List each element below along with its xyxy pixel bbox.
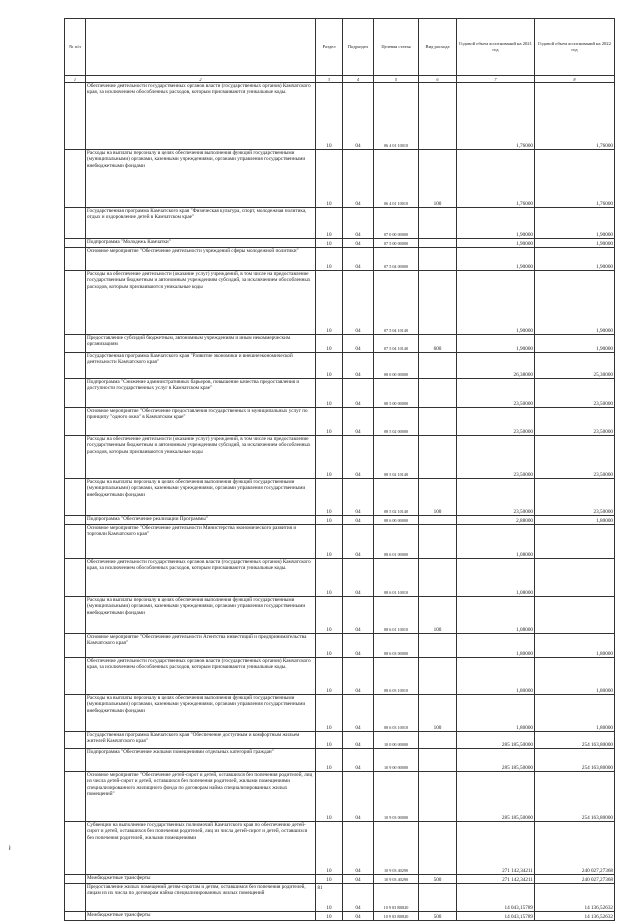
row-amount-2022 [535, 525, 615, 559]
row-expense-type [419, 658, 457, 695]
row-name: Межбюджетные трансферты [86, 875, 316, 884]
row-target-article: 07 0 00 00000 [374, 208, 419, 239]
row-number [65, 271, 86, 335]
row-amount-2022: 1,80000 [535, 634, 615, 658]
row-razdel: 10 [316, 884, 343, 912]
table-row [65, 436, 615, 479]
row-razdel: 10 [316, 436, 343, 479]
row-amount-2022: 254 163,80000 [535, 772, 615, 822]
row-razdel: 10 [316, 875, 343, 884]
table-row [65, 335, 615, 353]
row-razdel: 10 [316, 559, 343, 597]
row-razdel: 10 [316, 83, 343, 150]
row-name: Подпрограмма "Обеспечение жилыми помещениями отдельных категорий граждан" [86, 749, 316, 772]
row-razdel: 10 [316, 695, 343, 732]
row-name: Основное мероприятие "Обеспечение предоставления государственных и муниципальных услуг по принципу "одного окна" в Камчатском крае" [86, 408, 316, 436]
row-podrazdel: 04 [343, 83, 374, 150]
row-expense-type: 100 [419, 695, 457, 732]
row-name: Расходы на обеспечение деятельности (оказание услуг) учреждений, в том числе на предоставление государственным бюджетным и автономным учреждениям субсидий, за исключением обособленных расходов, которым присваиваются уникальные коды [86, 271, 316, 335]
row-number [65, 379, 86, 408]
row-expense-type [419, 248, 457, 271]
row-razdel: 10 [316, 912, 343, 921]
row-number [65, 525, 86, 559]
row-razdel: 10 [316, 271, 343, 335]
row-amount-2021: 285 185,50000 [457, 772, 535, 822]
budget-table [64, 18, 615, 921]
row-target-article: 07 5 04 10140 [374, 271, 419, 335]
table-row [65, 749, 615, 772]
row-amount-2021: 1,90000 [457, 248, 535, 271]
row-razdel: 10 [316, 353, 343, 379]
row-podrazdel: 04 [343, 208, 374, 239]
row-podrazdel: 04 [343, 436, 374, 479]
row-name: Расходы на выплаты персоналу в целях обеспечения выполнения функций государственными (муниципальными) органами, казенными учреждениями, органами управления государственными внебюджетными фондами [86, 150, 316, 208]
row-expense-type [419, 83, 457, 150]
row-razdel: 10 [316, 150, 343, 208]
row-amount-2021: 23,50000 [457, 408, 535, 436]
margin-mark: ł [9, 846, 11, 852]
table-row [65, 525, 615, 559]
row-target-article: 08 5 02 00000 [374, 408, 419, 436]
table-row [65, 408, 615, 436]
row-amount-2021: 14 043,15789 [457, 884, 535, 912]
row-podrazdel: 04 [343, 749, 374, 772]
row-amount-2022: 1,80000 [535, 658, 615, 695]
row-name: Подпрограмма "Снижение административных барьеров, повышение качества предоставления и доступности государственных услуг в Камчатском крае" [86, 379, 316, 408]
row-podrazdel: 04 [343, 772, 374, 822]
header-amount-2021: Годовой объем ассигнований на 2021 год [457, 19, 535, 76]
row-podrazdel: 04 [343, 479, 374, 516]
table-body [65, 83, 615, 921]
row-amount-2022 [535, 559, 615, 597]
table-row [65, 239, 615, 248]
row-expense-type [419, 408, 457, 436]
row-expense-type [419, 379, 457, 408]
table-row [65, 248, 615, 271]
row-razdel: 10 [316, 525, 343, 559]
row-number [65, 695, 86, 732]
row-target-article: 08 6 03 00000 [374, 634, 419, 658]
row-number [65, 749, 86, 772]
header-name [86, 19, 316, 76]
column-number: 6 [419, 76, 457, 83]
header-podrazdel: Подраздел [343, 19, 374, 76]
row-amount-2022: 1,76000 [535, 83, 615, 150]
row-amount-2021: 1,08000 [457, 559, 535, 597]
row-expense-type: 100 [419, 597, 457, 634]
header-number: № п/п [65, 19, 86, 76]
row-amount-2022: 1,90000 [535, 248, 615, 271]
table-header-row [65, 19, 615, 76]
row-name: Расходы на выплаты персоналу в целях обеспечения выполнения функций государственными (муниципальными) органами, казенными учреждениями, органами управления государственными внебюджетными фондами [86, 597, 316, 634]
row-razdel: 10 [316, 749, 343, 772]
row-razdel: 10 [316, 516, 343, 525]
row-podrazdel: 04 [343, 271, 374, 335]
row-number [65, 634, 86, 658]
page-number: 81 [317, 886, 323, 891]
row-expense-type [419, 208, 457, 239]
row-number [65, 408, 86, 436]
row-name: Предоставление субсидий бюджетным, автономным учреждениям и иным некоммерческим организациям [86, 335, 316, 353]
row-amount-2021: 1,76000 [457, 150, 535, 208]
header-amount-2022: Годовой объем ассигнований на 2022 год [535, 19, 615, 76]
row-razdel: 10 [316, 248, 343, 271]
row-expense-type [419, 772, 457, 822]
row-amount-2021: 23,50000 [457, 436, 535, 479]
row-amount-2022: 23,50000 [535, 479, 615, 516]
row-name: Государственная программа Камчатского края "Физическая культура, спорт, молодежная политика, отдых и оздоровление детей в Камчатском крае" [86, 208, 316, 239]
row-razdel: 10 [316, 634, 343, 658]
row-name: Обеспечение деятельности государственных органов власти (государственных органов) Камчатского края, за исключением обособленных расходов, которым присваиваются уникальные коды. [86, 658, 316, 695]
row-podrazdel: 04 [343, 597, 374, 634]
row-amount-2021: 1,80000 [457, 695, 535, 732]
table-row [65, 271, 615, 335]
row-name: Предоставление жилых помещений детям-сиротам и детям, оставшимся без попечения родителей, лицам из их числа по договорам найма специализированных жилых помещений [86, 884, 316, 912]
row-podrazdel: 04 [343, 379, 374, 408]
row-amount-2022: 1,90000 [535, 335, 615, 353]
row-razdel: 10 [316, 822, 343, 875]
row-razdel: 10 [316, 772, 343, 822]
row-amount-2022: 25,30000 [535, 353, 615, 379]
table-row [65, 695, 615, 732]
row-target-article: 07 5 04 00000 [374, 248, 419, 271]
row-amount-2022: 23,50000 [535, 436, 615, 479]
row-podrazdel: 04 [343, 822, 374, 875]
row-target-article: 06 4 01 10010 [374, 83, 419, 150]
row-podrazdel: 04 [343, 353, 374, 379]
row-target-article: 08 6 01 10010 [374, 559, 419, 597]
column-number: 5 [374, 76, 419, 83]
row-amount-2022: 1,76000 [535, 150, 615, 208]
row-expense-type: 100 [419, 150, 457, 208]
row-number [65, 479, 86, 516]
row-razdel: 10 [316, 732, 343, 749]
row-number [65, 875, 86, 884]
row-amount-2022: 14 136,52632 [535, 912, 615, 921]
row-razdel: 10 [316, 379, 343, 408]
row-expense-type [419, 525, 457, 559]
row-amount-2022: 254 163,80000 [535, 732, 615, 749]
row-amount-2021: 1,90000 [457, 335, 535, 353]
row-amount-2022: 254 163,80000 [535, 749, 615, 772]
row-expense-type [419, 749, 457, 772]
row-amount-2021: 1,90000 [457, 239, 535, 248]
row-name: Подпрограмма "Молодежь Камчатки" [86, 239, 316, 248]
row-podrazdel: 04 [343, 516, 374, 525]
row-target-article: 07 5 04 10140 [374, 335, 419, 353]
row-amount-2021: 1,90000 [457, 271, 535, 335]
row-podrazdel: 04 [343, 732, 374, 749]
row-podrazdel: 04 [343, 912, 374, 921]
row-number [65, 772, 86, 822]
row-name: Расходы на выплаты персоналу в целях обеспечения выполнения функций государственными (муниципальными) органами, казенными учреждениями, органами управления государственными внебюджетными фондами [86, 479, 316, 516]
row-amount-2021: 1,08000 [457, 525, 535, 559]
row-razdel: 10 [316, 335, 343, 353]
header-expense-type: Вид расхода [419, 19, 457, 76]
row-podrazdel: 04 [343, 634, 374, 658]
row-amount-2022: 1,80000 [535, 695, 615, 732]
table-row [65, 634, 615, 658]
row-amount-2021: 23,50000 [457, 479, 535, 516]
row-number [65, 239, 86, 248]
row-podrazdel: 04 [343, 248, 374, 271]
row-expense-type [419, 436, 457, 479]
table-row [65, 732, 615, 749]
row-amount-2021: 2,88000 [457, 516, 535, 525]
row-number [65, 150, 86, 208]
row-expense-type [419, 353, 457, 379]
table-row [65, 83, 615, 150]
row-name: Субвенции на выполнение государственных полномочий Камчатского края по обеспечению детей-сирот и детей, оставшихся без попечения родителей, лиц из числа детей-сирот и детей, оставшихся без попечения родителей, жилыми помещениями [86, 822, 316, 875]
table-row [65, 559, 615, 597]
row-amount-2022 [535, 597, 615, 634]
row-target-article: 08 5 02 10140 [374, 479, 419, 516]
row-amount-2022: 23,50000 [535, 408, 615, 436]
row-name: Расходы на выплаты персоналу в целях обеспечения выполнения функций государственными (муниципальными) органами, казенными учреждениями, органами управления государственными внебюджетными фондами [86, 695, 316, 732]
row-amount-2021: 271 142,34211 [457, 822, 535, 875]
row-number [65, 822, 86, 875]
row-name: Основное мероприятие "Обеспечение деятельности Агентства инвестиций и предпринимательства Камчатского края" [86, 634, 316, 658]
row-amount-2021: 285 185,50000 [457, 732, 535, 749]
row-number [65, 559, 86, 597]
row-target-article: 10 9 00 00000 [374, 749, 419, 772]
row-name: Государственная программа Камчатского края "Развитие экономики и внешнеэкономической деятельности Камчатского края" [86, 353, 316, 379]
row-target-article: 08 5 02 10140 [374, 436, 419, 479]
row-podrazdel: 04 [343, 658, 374, 695]
row-podrazdel: 04 [343, 150, 374, 208]
row-target-article: 10 9 03 40290 [374, 875, 419, 884]
row-expense-type [419, 732, 457, 749]
row-amount-2021: 23,50000 [457, 379, 535, 408]
row-target-article: 07 5 00 00000 [374, 239, 419, 248]
row-podrazdel: 04 [343, 875, 374, 884]
row-amount-2021: 1,80000 [457, 634, 535, 658]
row-podrazdel: 04 [343, 239, 374, 248]
row-target-article: 06 4 01 10010 [374, 150, 419, 208]
row-expense-type [419, 559, 457, 597]
table-row [65, 658, 615, 695]
row-expense-type [419, 516, 457, 525]
column-number: 1 [65, 76, 86, 83]
row-podrazdel: 04 [343, 408, 374, 436]
row-number [65, 516, 86, 525]
row-amount-2022: 1,90000 [535, 208, 615, 239]
row-target-article: 10 9 03 40290 [374, 822, 419, 875]
header-target-article: Целевая статья [374, 19, 419, 76]
column-number: 2 [86, 76, 316, 83]
row-target-article: 10 9 03 R0820 [374, 884, 419, 912]
row-expense-type [419, 634, 457, 658]
column-number: 4 [343, 76, 374, 83]
row-target-article: 08 6 03 10010 [374, 695, 419, 732]
row-name: Государственная программа Камчатского края "Обеспечение доступным и комфортным жильем жителей Камчатского края" [86, 732, 316, 749]
row-podrazdel: 04 [343, 884, 374, 912]
row-expense-type: 500 [419, 912, 457, 921]
table-row [65, 516, 615, 525]
row-number [65, 732, 86, 749]
row-number [65, 335, 86, 353]
row-razdel: 10 [316, 408, 343, 436]
row-target-article: 10 0 00 00000 [374, 732, 419, 749]
row-amount-2022: 240 027,27368 [535, 822, 615, 875]
row-number [65, 248, 86, 271]
table-row [65, 150, 615, 208]
row-name: Обеспечение деятельности государственных органов власти (государственных органов) Камчатского края, за исключением обособленных расходов, которым присваиваются уникальные коды. [86, 83, 316, 150]
row-podrazdel: 04 [343, 335, 374, 353]
column-number: 8 [535, 76, 615, 83]
row-number [65, 208, 86, 239]
row-amount-2021: 26,38000 [457, 353, 535, 379]
row-amount-2021: 14 043,15789 [457, 912, 535, 921]
header-razdel: Раздел [316, 19, 343, 76]
row-name: Расходы на обеспечение деятельности (оказание услуг) учреждений, в том числе на предоставление государственным бюджетным и автономным учреждениям субсидий, за исключением обособленных расходов, которым присваиваются уникальные коды [86, 436, 316, 479]
table-row [65, 208, 615, 239]
row-expense-type: 500 [419, 875, 457, 884]
row-target-article: 10 9 03 00000 [374, 772, 419, 822]
row-name: Основное мероприятие "Обеспечение детей-сирот и детей, оставшихся без попечения родителей, лиц из числа детей-сирот и детей, оставшихся без попечения родителей, жилыми помещениями специализированного жилищного фонда по договорам найма специализированных жилых помещений" [86, 772, 316, 822]
table-row [65, 353, 615, 379]
row-expense-type: 100 [419, 479, 457, 516]
row-razdel: 10 [316, 479, 343, 516]
row-name: Обеспечение деятельности государственных органов власти (государственных органов) Камчатского края, за исключением обособленных расходов, которым присваиваются уникальные коды. [86, 559, 316, 597]
row-target-article: 08 6 01 10010 [374, 597, 419, 634]
row-podrazdel: 04 [343, 525, 374, 559]
row-razdel: 10 [316, 658, 343, 695]
column-number: 3 [316, 76, 343, 83]
row-name: Основное мероприятие "Обеспечение деятельности учреждений сферы молодежной политики" [86, 248, 316, 271]
table-row [65, 772, 615, 822]
row-expense-type: 600 [419, 335, 457, 353]
row-target-article: 08 6 01 00000 [374, 525, 419, 559]
row-amount-2022: 1,80000 [535, 516, 615, 525]
row-target-article: 08 6 00 00000 [374, 516, 419, 525]
row-number [65, 436, 86, 479]
row-name: Основное мероприятие "Обеспечение деятельности Министерства экономического развития и торговли Камчатского края" [86, 525, 316, 559]
row-amount-2022: 240 027,27368 [535, 875, 615, 884]
table-row [65, 379, 615, 408]
table-row [65, 875, 615, 884]
row-amount-2022: 1,90000 [535, 239, 615, 248]
row-amount-2021: 1,08000 [457, 597, 535, 634]
row-number [65, 912, 86, 921]
row-expense-type [419, 822, 457, 875]
row-amount-2022: 14 136,52632 [535, 884, 615, 912]
row-amount-2021: 285 185,50000 [457, 749, 535, 772]
table-row [65, 479, 615, 516]
row-number [65, 597, 86, 634]
row-podrazdel: 04 [343, 695, 374, 732]
row-target-article: 08 6 03 10010 [374, 658, 419, 695]
row-target-article: 08 0 00 00000 [374, 353, 419, 379]
row-number [65, 83, 86, 150]
row-expense-type [419, 271, 457, 335]
column-number-row [65, 76, 615, 83]
row-amount-2022: 23,50000 [535, 379, 615, 408]
row-razdel: 10 [316, 208, 343, 239]
row-amount-2022: 1,90000 [535, 271, 615, 335]
row-target-article: 08 5 00 00000 [374, 379, 419, 408]
row-name: Подпрограмма "Обеспечение реализации Программы" [86, 516, 316, 525]
row-amount-2021: 1,76000 [457, 83, 535, 150]
table-row [65, 822, 615, 875]
column-number: 7 [457, 76, 535, 83]
row-razdel: 10 [316, 597, 343, 634]
row-expense-type [419, 239, 457, 248]
row-number [65, 353, 86, 379]
row-amount-2021: 271 142,34211 [457, 875, 535, 884]
row-number [65, 658, 86, 695]
row-amount-2021: 1,80000 [457, 658, 535, 695]
row-name: Межбюджетные трансферты [86, 912, 316, 921]
row-razdel: 10 [316, 239, 343, 248]
row-target-article: 10 9 03 R0820 [374, 912, 419, 921]
row-podrazdel: 04 [343, 559, 374, 597]
table-row [65, 912, 615, 921]
row-amount-2021: 1,90000 [457, 208, 535, 239]
table-row [65, 597, 615, 634]
